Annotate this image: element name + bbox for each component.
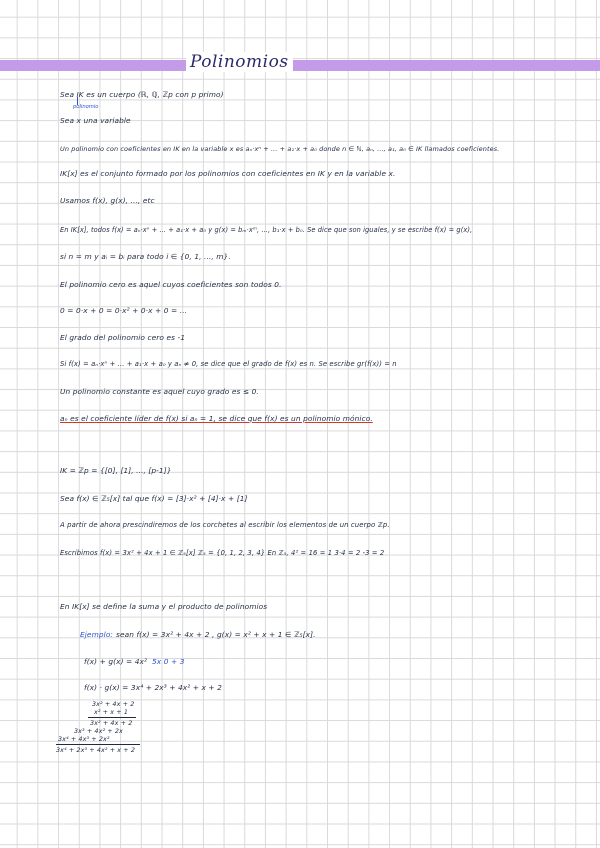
sum-tail: 5x 0 + 3 (152, 657, 185, 666)
mult-rule (56, 744, 140, 745)
mult-line: 3x³ + 4x² + 2x (74, 727, 123, 735)
text-line: Escribimos f(x) = 3x² + 4x + 1 ∈ ℤ₅[x] ℤ₅ = {0, 1, 2, 3, 4} En ℤ₅, 4² = 16 = 1 3·4 = 2 -3 = 2 (60, 549, 385, 557)
text-line: Sea f(x) ∈ ℤ₅[x] tal que f(x) = [3]·x² + [4]·x + [1] (60, 494, 248, 503)
mult-rule (88, 717, 136, 718)
text-line: Sea IK es un cuerpo (ℝ, ℚ, ℤp con p primo) (60, 90, 224, 99)
margin-note: polinomio (73, 104, 99, 110)
text-line: IK[x] es el conjunto formado por los polinomios con coeficientes en IK y en la variable x. (60, 169, 396, 178)
text-line: El polinomio cero es aquel cuyos coeficientes son todos 0. (60, 280, 282, 289)
text-line: f(x) · g(x) = 3x⁴ + 2x³ + 4x² + x + 2 (84, 683, 222, 692)
text-line: Si f(x) = aₙ·xⁿ + ... + a₁·x + a₀ y aₙ ≠ 0, se dice que el grado de f(x) es n. Se escribe gr(f(x)) = n (60, 360, 397, 368)
mult-line: 3x² + 4x + 2 (90, 719, 133, 727)
text-line: 0 = 0·x + 0 = 0·x² + 0·x + 0 = ... (60, 306, 188, 315)
mult-line: x² + x + 1 (94, 708, 129, 716)
text-line: Sea x una variable (60, 116, 131, 125)
text-line: Un polinomio con coeficientes en IK en la variable x es aₙ·xⁿ + ... + a₁·x + a₀ donde n ∈ ℕ, aₙ, ..., a₁, a₀ ∈ IK llamados coeficientes. (60, 145, 500, 153)
example-label: Ejemplo: (80, 630, 114, 639)
mult-line: 3x⁴ + 4x³ + 2x² (58, 735, 110, 743)
text-line: A partir de ahora prescindiremos de los corchetes al escribir los elementos de un cuerpo ℤp. (60, 521, 390, 529)
text-line: El grado del polinomio cero es -1 (60, 333, 186, 342)
text-line: f(x) + g(x) = 4x² (84, 657, 148, 666)
text-line: Usamos f(x), g(x), ..., etc (60, 196, 155, 205)
title-band (0, 60, 600, 71)
mult-line: 3x² + 4x + 2 (92, 700, 135, 708)
text-line: Un polinomio constante es aquel cuyo grado es ≤ 0. (60, 387, 259, 396)
text-line: sean f(x) = 3x² + 4x + 2 , g(x) = x² + x + 1 ∈ ℤ₅[x]. (116, 630, 316, 639)
text-line: aₙ es el coeficiente líder de f(x) si aₙ = 1, se dice que f(x) es un polinomio mónico. (60, 414, 373, 423)
text-line: En IK[x], todos f(x) = aₙ·xⁿ + ... + a₁·x + a₀ y g(x) = bₘ·xᵐ, ..., b₁·x + b₀. Se dice que son iguales, y se escribe f(x) = g(x), (60, 226, 473, 234)
text-line: IK = ℤp = {[0], [1], ..., [p-1]} (60, 466, 172, 475)
page-title: Polinomios (186, 52, 293, 72)
mult-line: 3x⁴ + 2x³ + 4x² + x + 2 (56, 746, 136, 754)
text-line: En IK[x] se define la suma y el producto de polinomios (60, 602, 268, 611)
text-line: si n = m y aᵢ = bᵢ para todo i ∈ {0, 1, ..., m}. (60, 252, 231, 261)
